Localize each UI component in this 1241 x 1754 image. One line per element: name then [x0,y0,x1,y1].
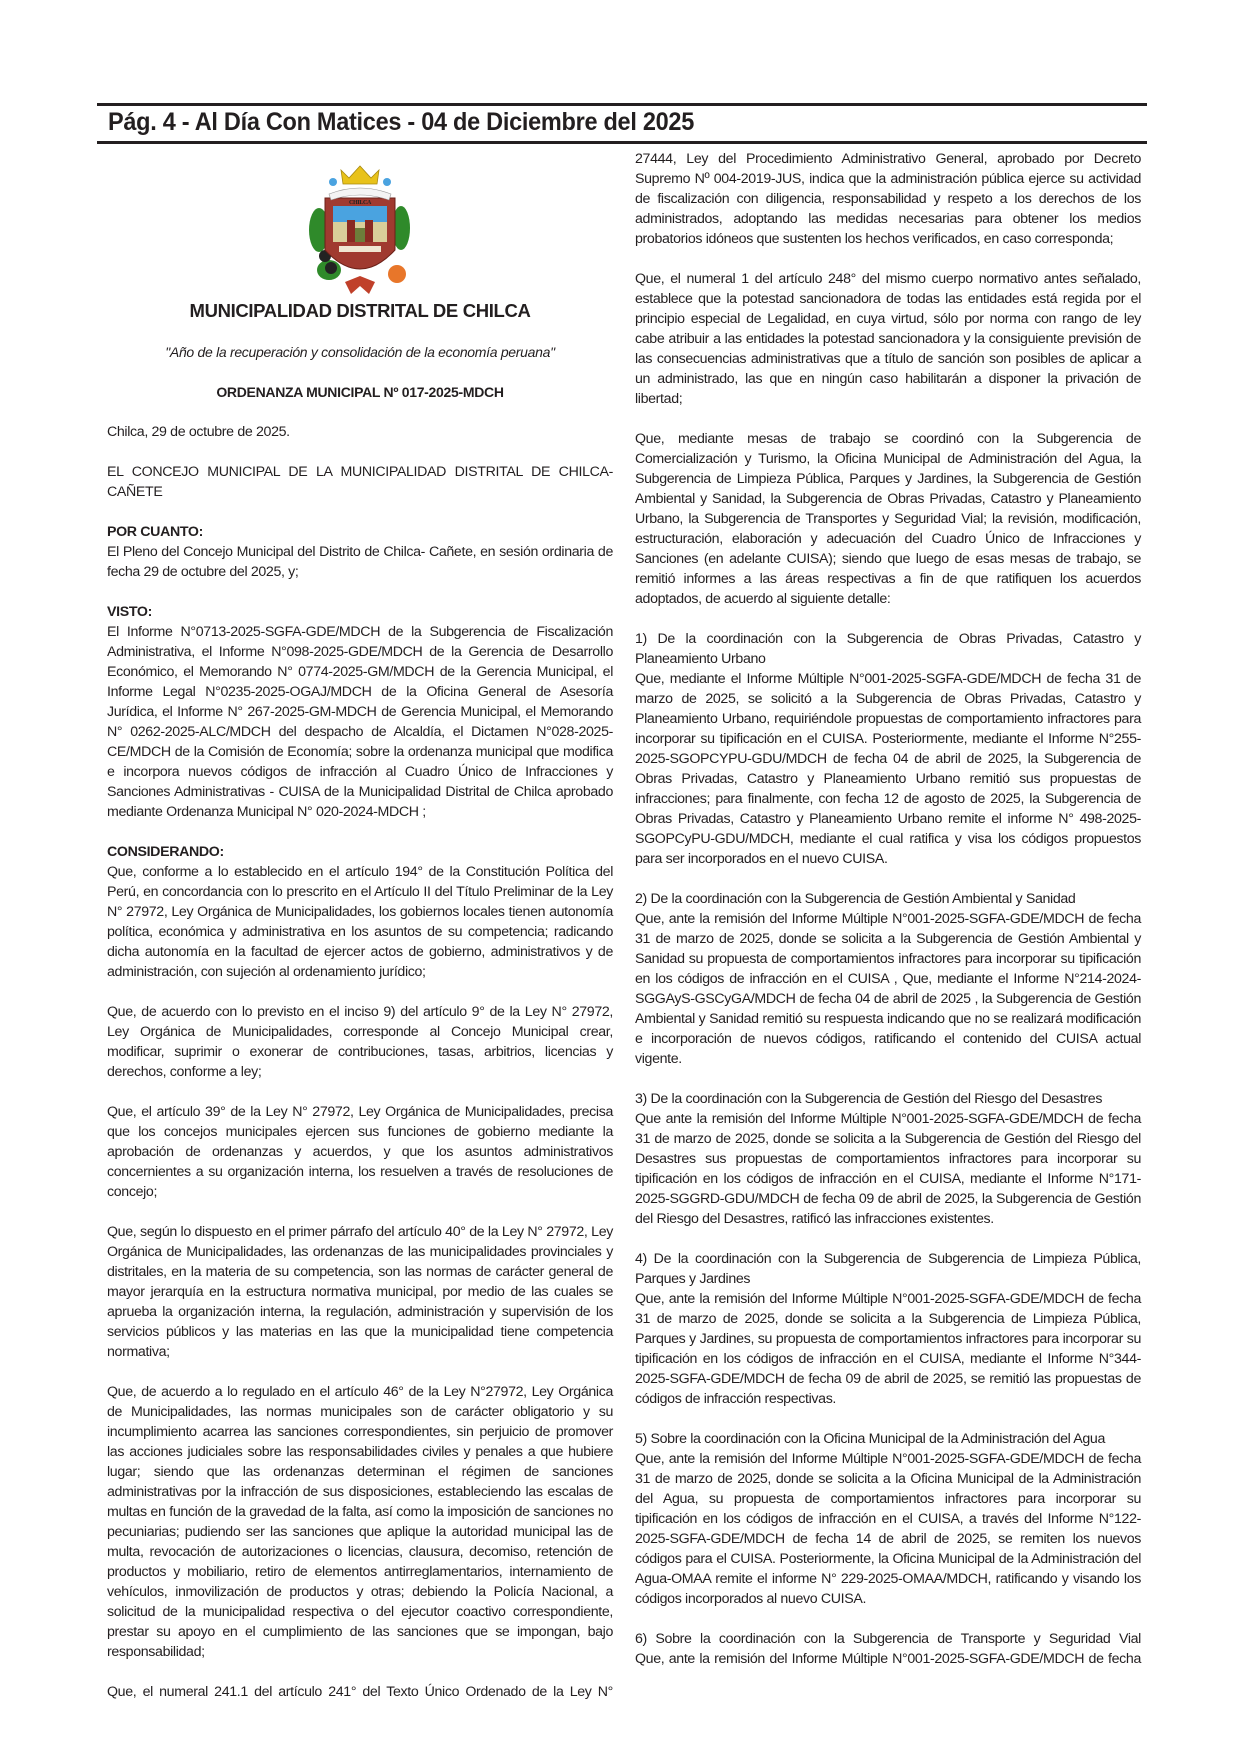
por-cuanto-text: El Pleno del Concejo Municipal del Distrito de Chilca- Cañete, en sesión ordinaria de fecha 29 de octubre del 2025, y; [107,544,613,580]
crest-angel-left [329,178,337,186]
considerando-section [107,842,613,982]
coordination-item [635,889,1141,1069]
considerando-label: CONSIDERANDO: [107,844,224,860]
coordination-item-heading: 6) Sobre la coordinación con la Subgerencia de Transporte y Seguridad Vial [635,1631,1141,1647]
left-column [107,160,613,1722]
page-header: Pág. 4 - Al Día Con Matices - 04 de Diciembre del 2025 [108,108,694,136]
coordination-item [635,1249,1141,1409]
crest-fruit [388,265,406,283]
crest-church-tower-right [365,220,373,242]
considerando-paragraph: Que, el numeral 1 del artículo 248° del mismo cuerpo normativo antes señalado, establece que la potestad sancionadora de todas las entidades está regida por el principio especial de Legalidad, en cuya virtud, sólo por norma con rango de ley cabe atribuir a las entidades la potestad sancionadora y la consiguiente previsión de las consecuencias administrativas que a título de sanción son posibles de aplicar a un administrado, las que en ningún caso habilitarán a disponer la privación de libertad; [635,271,1141,407]
coordination-item [635,629,1141,869]
por-cuanto-label: POR CUANTO: [107,524,203,540]
considerando-paragraph: Que, mediante mesas de trabajo se coordinó con la Subgerencia de Comercialización y Turismo, la Oficina Municipal de Administración del Agua, la Subgerencia de Limpieza Pública, Parques y Jardines, la Subgerencia de Gestión Ambiental y Sanidad, la Subgerencia de Obras Privadas, Catastro y Planeamiento Urbano, la Subgerencia de Transportes y Seguridad Vial; la revisión, modificación, estructuración, elaboración y adecuación del Cuadro Único de Infracciones y Sanciones (en adelante CUISA); siendo que luego de esas mesas de trabajo, se remitió informes a las áreas respectivas a fin de que ratifiquen los acuerdos adoptados, de acuerdo al siguiente detalle: [635,431,1141,607]
considerando-paragraph: Que, conforme a lo establecido en el artículo 194° de la Constitución Política del Perú, en concordancia con lo prescrito en el Artículo II del Título Preliminar de la Ley N° 27972, Ley Orgánica de Municipalidades, los gobiernos locales tienen autonomía política, económica y administrativa en los asuntos de su competencia; radicando dicha autonomía en la facultad de ejercer actos de gobierno, administrativos y de administración, con sujeción al ordenamiento jurídico; [107,864,613,980]
considerando-paragraph: Que, el artículo 39° de la Ley N° 27972, Ley Orgánica de Municipalidades, precisa que los concejos municipales ejercen sus funciones de gobierno mediante la aprobación de ordenanzas y acuerdos, y que los asuntos administrativos concernientes a su organización interna, los resuelven a través de resoluciones de concejo; [107,1104,613,1200]
crest-container [107,160,613,295]
coordination-item-heading: 5) Sobre la coordinación con la Oficina Municipal de la Administración del Agua [635,1431,1105,1447]
right-column [635,149,1141,1689]
coordination-item-heading: 3) De la coordinación con la Subgerencia de Gestión del Riesgo del Desastres [635,1091,1103,1107]
coordination-item-text: Que, ante la remisión del Informe Múltiple N°001-2025-SGFA-GDE/MDCH de fecha [635,1651,1141,1667]
coordination-item-heading: 1) De la coordinación con la Subgerencia de Obras Privadas, Catastro y Planeamiento Urbano [635,631,1141,667]
crest-angel-right [383,178,391,186]
ordinance-number: ORDENANZA MUNICIPAL Nº 017-2025-MDCH [216,384,504,400]
year-motto: "Año de la recuperación y consolidación de la economía peruana" [165,344,555,360]
council-heading: EL CONCEJO MUNICIPAL DE LA MUNICIPALIDAD DISTRITAL DE CHILCA-CAÑETE [107,464,613,500]
coordination-item [635,1089,1141,1229]
coordination-item-text: Que, ante la remisión del Informe Múltiple N°001-2025-SGFA-GDE/MDCH de fecha 31 de marzo de 2025, donde se solicita a la Oficina Municipal de la Administración del Agua, su propuesta de comportamientos infractores para incorporar su tipificación en los códigos de infracción en el CUISA, a través del Informe N°122-2025-SGFA-GDE/MDCH de fecha 14 de abril de 2025, se remiten los nuevos códigos para el CUISA. Posteriormente, la Oficina Municipal de la Administración del Agua-OMAA remite el informe N° 229-2025-OMAA/MDCH, ratificando y visando los códigos incorporados al nuevo CUISA. [635,1451,1141,1607]
crest-ribbon [345,276,375,294]
crest-sky [333,206,387,222]
visto-section [107,602,613,822]
coordination-item [635,1629,1141,1669]
visto-text: El Informe N°0713-2025-SGFA-GDE/MDCH de la Subgerencia de Fiscalización Administrativa, el Informe N°098-2025-GDE/MDCH de la Gerencia de Desarrollo Económico, el Memorando N° 0774-2025-GM/MDCH de la Gerencia Municipal, el Informe Legal N°0235-2025-OGAJ/MDCH de la Oficina General de Asesoría Jurídica, el Informe N° 267-2025-GM-MDCH de Gerencia Municipal, el Memorando N° 0262-2025-ALC/MDCH del despacho de Alcaldía, el Dictamen N°028-2025-CE/MDCH de la Comisión de Economía; sobre la ordenanza municipal que modifica e incorpora nuevos códigos de infracción al Cuadro Único de Infracciones y Sanciones Administrativas - CUISA de la Municipalidad Distrital de Chilca aprobado mediante Ordenanza Municipal N° 020-2024-MDCH ; [107,624,613,820]
crest-crown [341,166,379,184]
coordination-item-heading: 2) De la coordinación con la Subgerencia de Gestión Ambiental y Sanidad [635,891,1076,907]
place-date: Chilca, 29 de octubre de 2025. [107,424,290,440]
considerando-paragraph: Que, de acuerdo a lo regulado en el artículo 46° de la Ley N°27972, Ley Orgánica de Municipalidades, las normas municipales son de carácter obligatorio y su incumplimiento acarrea las sanciones correspondientes, sin perjuicio de promover las acciones judiciales sobre las responsabilidades civiles y penales a que hubiere lugar; siendo que las ordenanzas determinan el régimen de sanciones administrativas por la infracción de sus disposiciones, estableciendo las escalas de multas en función de la gravedad de la falta, así como la imposición de sanciones no pecuniarias; pudiendo ser las sanciones que aplique la autoridad municipal las de multa, revocación de autorizaciones o licencias, clausura, decomiso, retención de productos y mobiliario, retiro de elementos antirreglamentarios, internamiento de vehículos, inmovilización de productos y otras; debiendo la Policía Nacional, a solicitud de la municipalidad respectiva o del ejecutor coactivo correspondiente, prestar su apoyo en el cumplimiento de las sanciones que se impongan, bajo responsabilidad; [107,1384,613,1660]
considerando-paragraph: Que, de acuerdo con lo previsto en el inciso 9) del artículo 9° de la Ley N° 27972, Ley Orgánica de Municipalidades, corresponde al Concejo Municipal crear, modificar, suprimir o exonerar de contribuciones, tasas, arbitrios, licencias y derechos, conforme a ley; [107,1004,613,1080]
coordination-item-heading: 4) De la coordinación con la Subgerencia de Subgerencia de Limpieza Pública, Parques y Jardines [635,1251,1141,1287]
coordination-item-text: Que, ante la remisión del Informe Múltiple N°001-2025-SGFA-GDE/MDCH de fecha 31 de marzo de 2025, donde se solicita a la Subgerencia de Limpieza Pública, Parques y Jardines, su propuesta de comportamientos infractores para incorporar su tipificación en los códigos de infracción en el CUISA, mediante el Informe N°344-2025-SGFA-GDE/MDCH de fecha 09 de abril de 2025, se remitió las propuestas de códigos de infracción respectivas. [635,1291,1141,1407]
visto-label: VISTO: [107,604,152,620]
considerando-paragraph-continued: Que, el numeral 241.1 del artículo 241° del Texto Único Ordenado de la Ley N° [107,1684,613,1700]
institution-name: MUNICIPALIDAD DISTRITAL DE CHILCA [189,300,531,321]
continued-paragraph: 27444, Ley del Procedimiento Administrativo General, aprobado por Decreto Supremo Nº 004-2019-JUS, indica que la administración pública ejerce su actividad de fiscalización con diligencia, responsabilidad y respeto a los derechos de los administrados, adoptando las medidas necesarias para obtener los medios probatorios idóneos que sustenten los hechos verificados, en caso corresponda; [635,151,1141,247]
header-rule-top [97,103,1147,106]
municipal-crest-icon [305,160,415,295]
crest-banner-text: CHILCA [349,200,371,206]
coordination-item-text: Que, ante la remisión del Informe Múltiple N°001-2025-SGFA-GDE/MDCH de fecha 31 de marzo de 2025, donde se solicita a la Subgerencia de Gestión Ambiental y Sanidad su propuesta de comportamientos infractores para incorporar su tipificación en los códigos de infracción en el CUISA , Que, mediante el Informe N°214-2024-SGGAyS-GSCyGA/MDCH de fecha 04 de abril de 2025 , la Subgerencia de Gestión Ambiental y Sanidad remitió su respuesta indicando que no se realizará modificación e incorporación de nuevos códigos, ratificando el contenido del CUISA actual vigente. [635,911,1141,1067]
por-cuanto-section [107,522,613,582]
coordination-item [635,1429,1141,1609]
coordination-item-text: Que ante la remisión del Informe Múltiple N°001-2025-SGFA-GDE/MDCH de fecha 31 de marzo de 2025, donde se solicita a la Subgerencia de Gestión del Riesgo del Desastres sus propuestas de comportamientos infractores para incorporar su tipificación en los códigos de infracción en el CUISA, mediante el Informe N°171-2025-SGGRD-GDU/MDCH de fecha 09 de abril de 2025, la Subgerencia de Gestión del Riesgo del Desastres, ratificó las infracciones existentes. [635,1111,1141,1227]
considerando-paragraph: Que, según lo dispuesto en el primer párrafo del artículo 40° de la Ley N° 27972, Ley Orgánica de Municipalidades, las ordenanzas de las municipalidades provinciales y distritales, en la materia de su competencia, son las normas de carácter general de mayor jerarquía en la estructura normativa municipal, por medio de las cuales se aprueba la organización interna, la regulación, administración y supervisión de los servicios públicos y las materias en las que la municipalidad tiene competencia normativa; [107,1224,613,1360]
header-rule-bottom [97,141,1147,144]
crest-church-tower-left [347,220,355,242]
coordination-item-text: Que, mediante el Informe Múltiple N°001-2025-SGFA-GDE/MDCH de fecha 31 de marzo de 2025, se solicitó a la Subgerencia de Obras Privadas, Catastro y Planeamiento Urbano, requiriéndole propuestas de comportamiento infractores para incorporar su tipificación en el CUISA. Posteriormente, mediante el Informe N°255-2025-SGOPCYPU-GDU/MDCH de fecha 04 de abril de 2025, la Subgerencia de Obras Privadas, Catastro y Planeamiento Urbano remitió sus propuestas de infracciones; para finalmente, con fecha 12 de agosto de 2025, la Subgerencia de Obras Privadas, Catastro y Planeamiento Urbano remite el informe N° 498-2025-SGOPCyPU-GDU/MDCH, mediante el cual ratifica y visa los códigos propuestos para ser incorporados en el nuevo CUISA. [635,671,1141,867]
